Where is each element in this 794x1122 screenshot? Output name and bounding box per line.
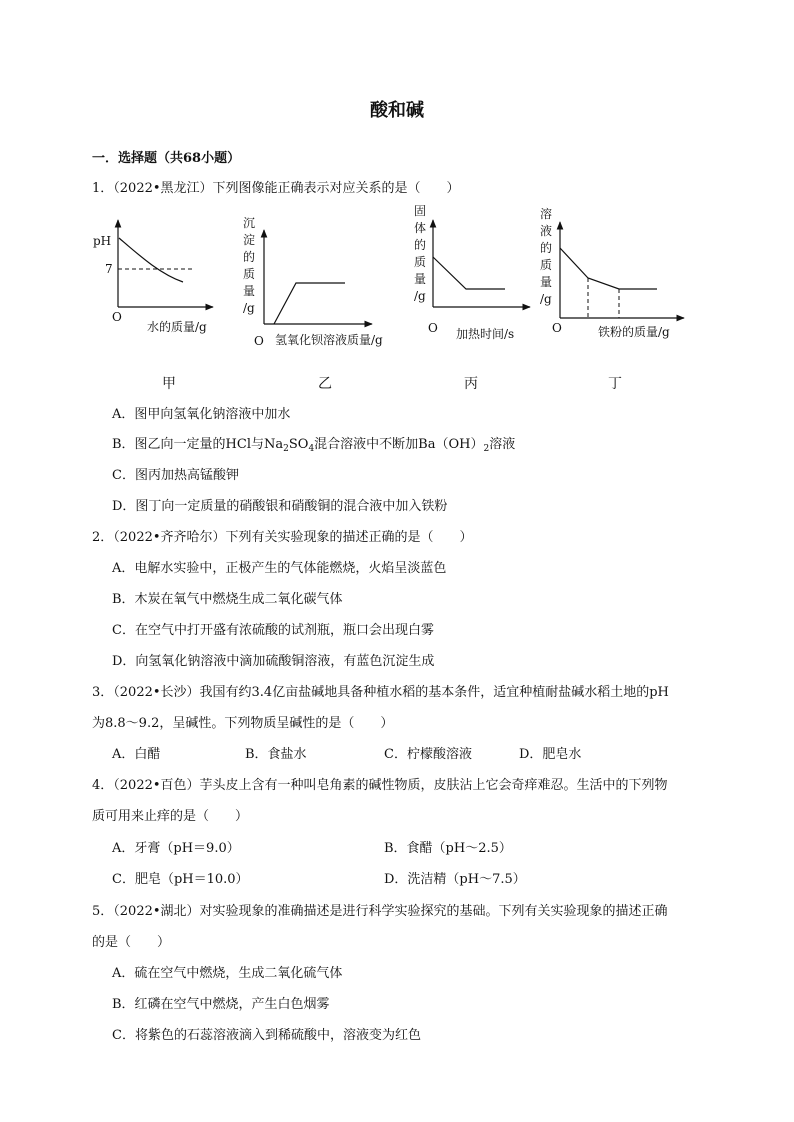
q1-option-b-part1: B．图乙向一定量的HCl与Na	[112, 437, 284, 452]
section-heading: 一．选择题（共68小题）	[92, 151, 241, 166]
q1-option-b-part2: SO	[288, 437, 309, 452]
graph-ding-y-char-2: 液	[540, 224, 553, 238]
graph-ding-y-char-1: 溶	[540, 207, 553, 221]
q4-option-a: A．牙膏（pH＝9.0）	[112, 841, 240, 856]
page-title: 酸和碱	[370, 100, 424, 121]
graph-yi-y-char-6: /g	[243, 301, 255, 315]
graph-jia-curve	[119, 238, 183, 282]
graph-ding-y-char-3: 的	[540, 241, 553, 255]
q3-option-d: D．肥皂水	[519, 747, 582, 762]
q2-option-b: B．木炭在氧气中燃烧生成二氧化碳气体	[112, 592, 343, 607]
graph-bing-y-char-4: 质	[414, 255, 427, 269]
graph-bing-origin: O	[428, 321, 438, 335]
graph-ding-y-char-5: 量	[540, 275, 553, 289]
q1-option-c: C．图丙加热高锰酸钾	[112, 468, 239, 483]
q1-graphs	[0, 200, 794, 400]
q1-option-b-part4: 溶液	[489, 437, 516, 452]
graph-yi-origin: O	[254, 334, 264, 348]
graph-bing-caption: 丙	[464, 376, 478, 392]
q2-option-d: D．向氢氧化钠溶液中滴加硫酸铜溶液，有蓝色沉淀生成	[112, 654, 435, 669]
graph-yi-y-char-4: 质	[243, 267, 256, 281]
q3-option-a: A．白醋	[112, 747, 161, 762]
graph-ding-caption: 丁	[608, 376, 622, 392]
graph-jia-x-label: 水的质量/g	[147, 320, 207, 334]
q4-stem-line2: 质可用来止痒的是（ ）	[92, 809, 249, 824]
graph-ding-x-label: 铁粉的质量/g	[598, 325, 670, 339]
q4-option-d: D．洗洁精（pH～7.5）	[384, 872, 526, 887]
q1-option-b-sub2: 4	[308, 444, 315, 454]
q3-stem-line1: 3．（2022•长沙）我国有约3.4亿亩盐碱地具备种植水稻的基本条件，适宜种植耐盐碱水稻土地的pH	[92, 685, 669, 700]
q4-option-c: C．肥皂（pH＝10.0）	[112, 872, 249, 887]
graph-ding-origin: O	[552, 321, 562, 335]
graph-yi-y-char-1: 沉	[243, 216, 256, 230]
q1-option-b-sub1: 2	[283, 444, 289, 454]
q1-option-d: D．图丁向一定质量的硝酸银和硝酸铜的混合液中加入铁粉	[112, 499, 448, 514]
q4-option-b: B．食醋（pH～2.5）	[384, 841, 512, 856]
graph-yi-y-char-2: 淀	[243, 233, 256, 247]
q2-option-a: A．电解水实验中，正极产生的气体能燃烧，火焰呈淡蓝色	[112, 561, 447, 576]
q5-option-a: A．硫在空气中燃烧，生成二氧化硫气体	[112, 966, 343, 981]
q1-stem: 1．（2022•黑龙江）下列图像能正确表示对应关系的是（ ）	[92, 181, 460, 196]
graph-ding	[540, 206, 684, 392]
q1-option-b-part3: 混合溶液中不断加Ba（OH）	[314, 437, 484, 452]
q5-stem-line1: 5．（2022•湖北）对实验现象的准确描述是进行科学实验探究的基础。下列有关实验现象的描述正确	[92, 904, 668, 919]
graph-bing-y-char-2: 体	[414, 221, 427, 235]
graph-yi	[243, 216, 383, 392]
graph-bing-line	[433, 257, 505, 289]
q2-option-c: C．在空气中打开盛有浓硫酸的试剂瓶，瓶口会出现白雾	[112, 623, 434, 638]
graph-jia	[93, 220, 213, 392]
graph-bing	[414, 204, 530, 392]
q3-option-c: C．柠檬酸溶液	[384, 747, 472, 762]
graph-bing-y-char-3: 的	[414, 238, 427, 252]
q1-option-b	[112, 433, 515, 452]
q5-option-b: B．红磷在空气中燃烧，产生白色烟雾	[112, 997, 330, 1012]
graph-yi-x-label: 氢氧化钡溶液质量/g	[275, 333, 383, 347]
q1-option-a: A．图甲向氢氧化钠溶液中加水	[112, 407, 291, 422]
graph-bing-x-label: 加热时间/s	[456, 327, 515, 341]
graph-yi-caption: 乙	[318, 376, 332, 392]
graph-jia-origin: O	[112, 310, 122, 324]
q2-stem: 2．（2022•齐齐哈尔）下列有关实验现象的描述正确的是（ ）	[92, 530, 473, 545]
graph-jia-y-label: pH	[93, 234, 112, 248]
graph-bing-y-char-6: /g	[414, 289, 426, 303]
graph-yi-y-char-3: 的	[243, 250, 256, 264]
graph-jia-y-mark: 7	[105, 262, 113, 276]
graph-ding-y-char-4: 质	[540, 258, 553, 272]
q5-stem-line2: 的是（ ）	[92, 935, 171, 950]
q3-option-b: B．食盐水	[245, 747, 307, 762]
q3-stem-line2: 为8.8～9.2，呈碱性。下列物质呈碱性的是（ ）	[92, 716, 394, 731]
graph-bing-y-char-1: 固	[414, 204, 427, 218]
graph-bing-y-char-5: 量	[414, 272, 427, 286]
q4-stem-line1: 4．（2022•百色）芋头皮上含有一种叫皂角素的碱性物质，皮肤沾上它会奇痒难忍。生活中的下列物	[92, 778, 668, 793]
graph-jia-caption: 甲	[162, 376, 176, 392]
q1-option-b-sub3: 2	[483, 444, 490, 454]
graph-ding-line	[560, 248, 657, 289]
graph-yi-line	[274, 283, 345, 324]
graph-ding-y-char-6: /g	[540, 292, 552, 306]
graph-yi-y-char-5: 量	[243, 284, 256, 298]
q5-option-c: C．将紫色的石蕊溶液滴入到稀硫酸中，溶液变为红色	[112, 1028, 421, 1043]
